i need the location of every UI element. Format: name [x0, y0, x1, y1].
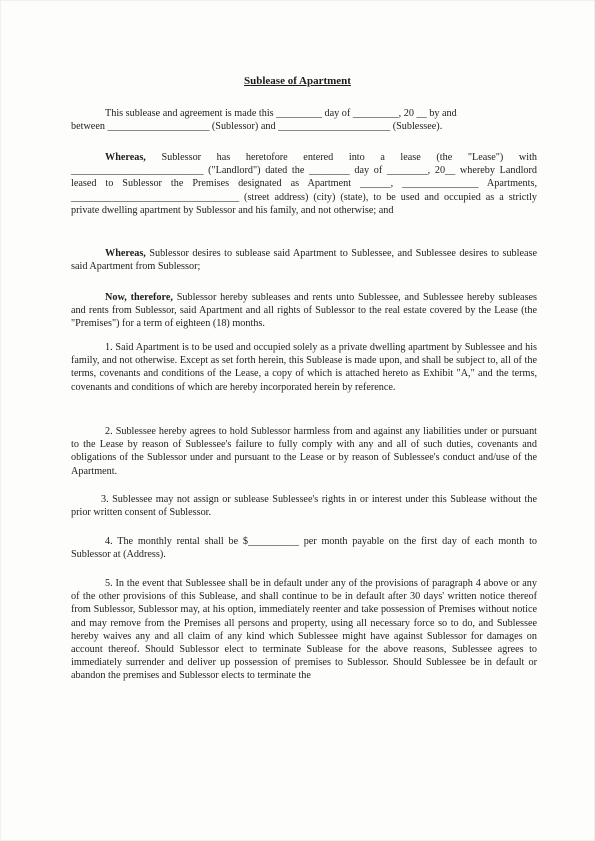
clause-3-text: 3. Sublessee may not assign or sublease Sublessee's rights in or interest under this Sublease without the prior written consent of Sublessor.: [71, 494, 537, 519]
clause-1: [71, 341, 537, 394]
clause-5: [71, 577, 537, 683]
recital-lease-text: Sublessor has heretofore entered into a lease (the "Lease") with __________________________ ("Landlord") dated the ________ day of ________, 20__ whereby Landlord leased to Sublessor the Premises designated as Apartment ______, _______________ Apartments, _________________________________ (street address) (city) (state), to be used and occupied as a strictly private dwelling apartment by Sublessor and his family, and not otherwise; and: [71, 152, 537, 216]
clause-4-text: 4. The monthly rental shall be $__________ per month payable on the first day of each month to Sublessor at (Address).: [71, 536, 537, 561]
recital-lease-lead: Whereas,: [105, 152, 146, 163]
grant-lead: Now, therefore,: [105, 292, 173, 303]
clause-2: [71, 425, 537, 478]
document-title: Sublease of Apartment: [244, 75, 351, 87]
intro-paragraph: [71, 107, 537, 133]
clause-2-text: 2. Sublessee hereby agrees to hold Sublessor harmless from and against any liabilities under or pursuant to the Lease by reason of Sublessee's failure to fully comply with any and all of such duties, covenants and obligations of the Sublessor under and pursuant to the Lease or by reason of Sublessee's conduct and/use of the Apartment.: [71, 426, 537, 477]
intro-line-1: This sublease and agreement is made this _________ day of _________, 20 __ by and: [105, 108, 457, 119]
grant-text: Sublessor hereby subleases and rents unto Sublessee, and Sublessee hereby subleases and rents from Sublessor, said Apartment and all rights of Sublessor to the real estate covered by the Lease (the "Premises") for a term of eighteen (18) months.: [71, 292, 538, 330]
intro-line-2: between ____________________ (Sublessor) and ______________________ (Sublessee).: [71, 121, 443, 133]
clause-1-text: 1. Said Apartment is to be used and occupied solely as a private dwelling apartment by Sublessee and his family, and not otherwise. Except as set forth herein, this Sublease is made upon, and shall be subject to, all of the terms, covenants and conditions of the Lease, a copy of which is attached hereto as Exhibit "A," and the terms, covenants and conditions of which are hereby incorporated herein by reference.: [71, 342, 537, 393]
recital-desire-lead: Whereas,: [105, 248, 146, 259]
clause-5-text: 5. In the event that Sublessee shall be in default under any of the provisions of paragraph 4 above or any of the other provisions of this Sublease, and shall continue to be in default after 30 days' written notice thereof from Sublessor, Sublessor may, at his option, immediately reenter and take possession of Premises without notice and may remove from the Premises all persons and property, using all necessary force so to do, and Sublessee hereby waives any and all claim of any kind which Sublessee might have against Sublessor for damages on account thereof. Should Sublessor elect to terminate Sublease for the above reasons, Sublessee agrees to immediately surrender and deliver up possession of premises to Sublessor. Should Sublessee be in default or abandon the premises and Sublessor elects to terminate the: [71, 578, 537, 682]
recital-desire-paragraph: [71, 247, 537, 273]
grant-paragraph: [71, 291, 537, 331]
recital-lease-paragraph: [71, 151, 537, 217]
recital-desire-text: Sublessor desires to sublease said Apartment to Sublessee, and Sublessee desires to sublease said Apartment from Sublessor;: [71, 248, 538, 273]
clause-4: [71, 535, 537, 561]
clause-3: [71, 493, 537, 519]
